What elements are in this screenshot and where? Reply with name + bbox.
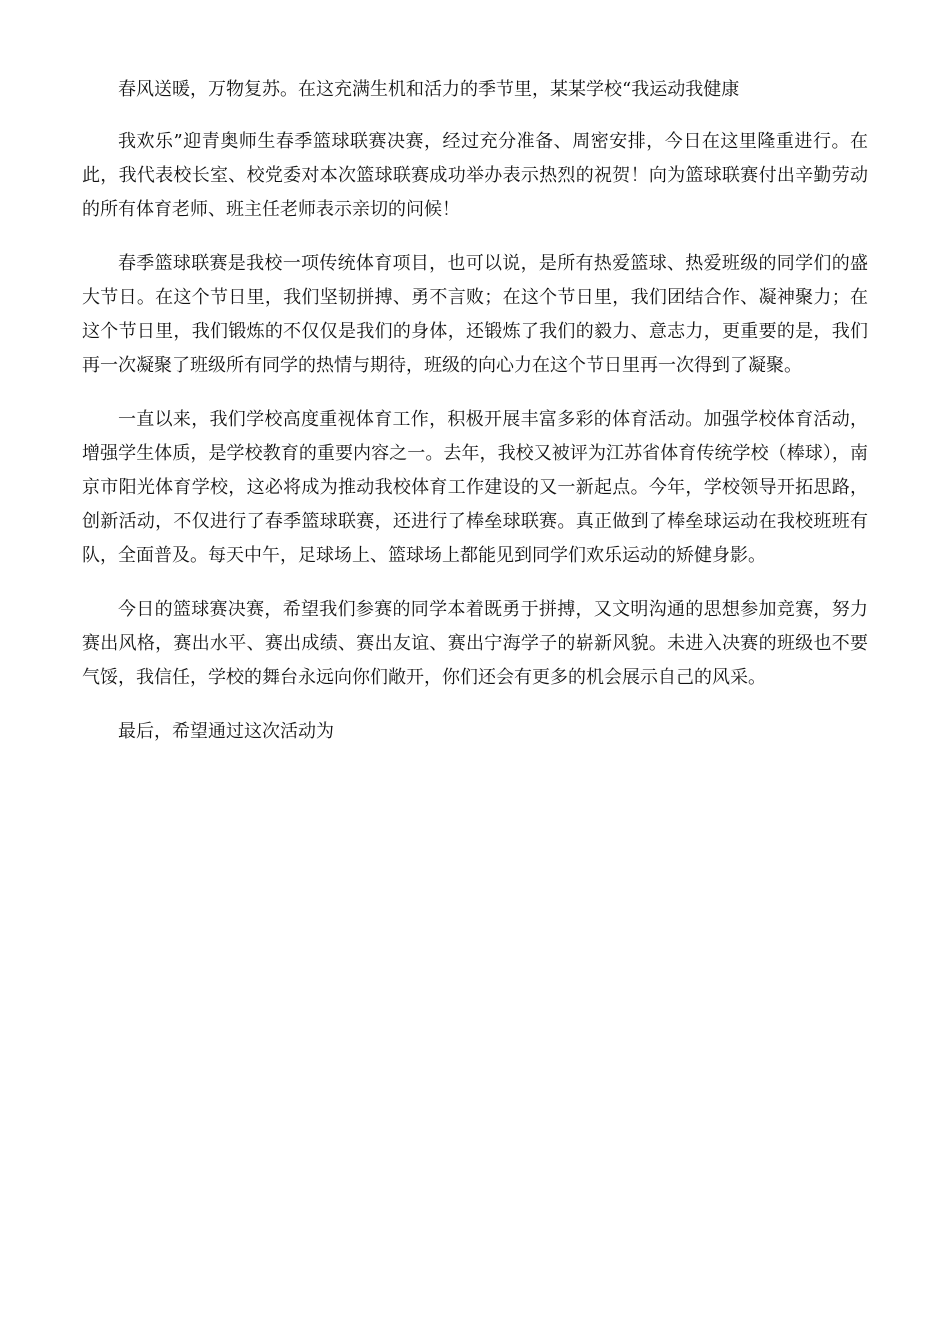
paragraph-2: 我欢乐”迎青奥师生春季篮球联赛决赛，经过充分准备、周密安排，今日在这里隆重进行。在此，我代表校长室、校党委对本次篮球联赛成功举办表示热烈的祝贺！向为篮球联赛付出辛勤劳动的所有体育老师、班主任老师表示亲切的问候！ [82,131,868,220]
document-body [82,73,868,769]
paragraph-3: 春季篮球联赛是我校一项传统体育项目，也可以说，是所有热爱篮球、热爱班级的同学们的盛大节日。在这个节日里，我们坚韧拼搏、勇不言败；在这个节日里，我们团结合作、凝神聚力；在这个节日里，我们锻炼的不仅仅是我们的身体，还锻炼了我们的毅力、意志力，更重要的是，我们再一次凝聚了班级所有同学的热情与期待，班级的向心力在这个节日里再一次得到了凝聚。 [82,253,868,376]
paragraph-5: 今日的篮球赛决赛，希望我们参赛的同学本着既勇于拼搏，又文明沟通的思想参加竞赛，努力赛出风格，赛出水平、赛出成绩、赛出友谊、赛出宁海学子的崭新风貌。未进入决赛的班级也不要气馁，我信任，学校的舞台永远向你们敞开，你们还会有更多的机会展示自己的风采。 [82,599,868,688]
paragraph-4: 一直以来，我们学校高度重视体育工作，积极开展丰富多彩的体育活动。加强学校体育活动，增强学生体质，是学校教育的重要内容之一。去年，我校又被评为江苏省体育传统学校（棒球），南京市阳光体育学校，这必将成为推动我校体育工作建设的又一新起点。今年，学校领导开拓思路，创新活动，不仅进行了春季篮球联赛，还进行了棒垒球联赛。真正做到了棒垒球运动在我校班班有队，全面普及。每天中午，足球场上、篮球场上都能见到同学们欢乐运动的矫健身影。 [82,409,868,566]
paragraph-1: 春风送暖，万物复苏。在这充满生机和活力的季节里，某某学校“我运动我健康 [118,79,740,100]
paragraph-6: 最后，希望通过这次活动为 [118,721,334,742]
